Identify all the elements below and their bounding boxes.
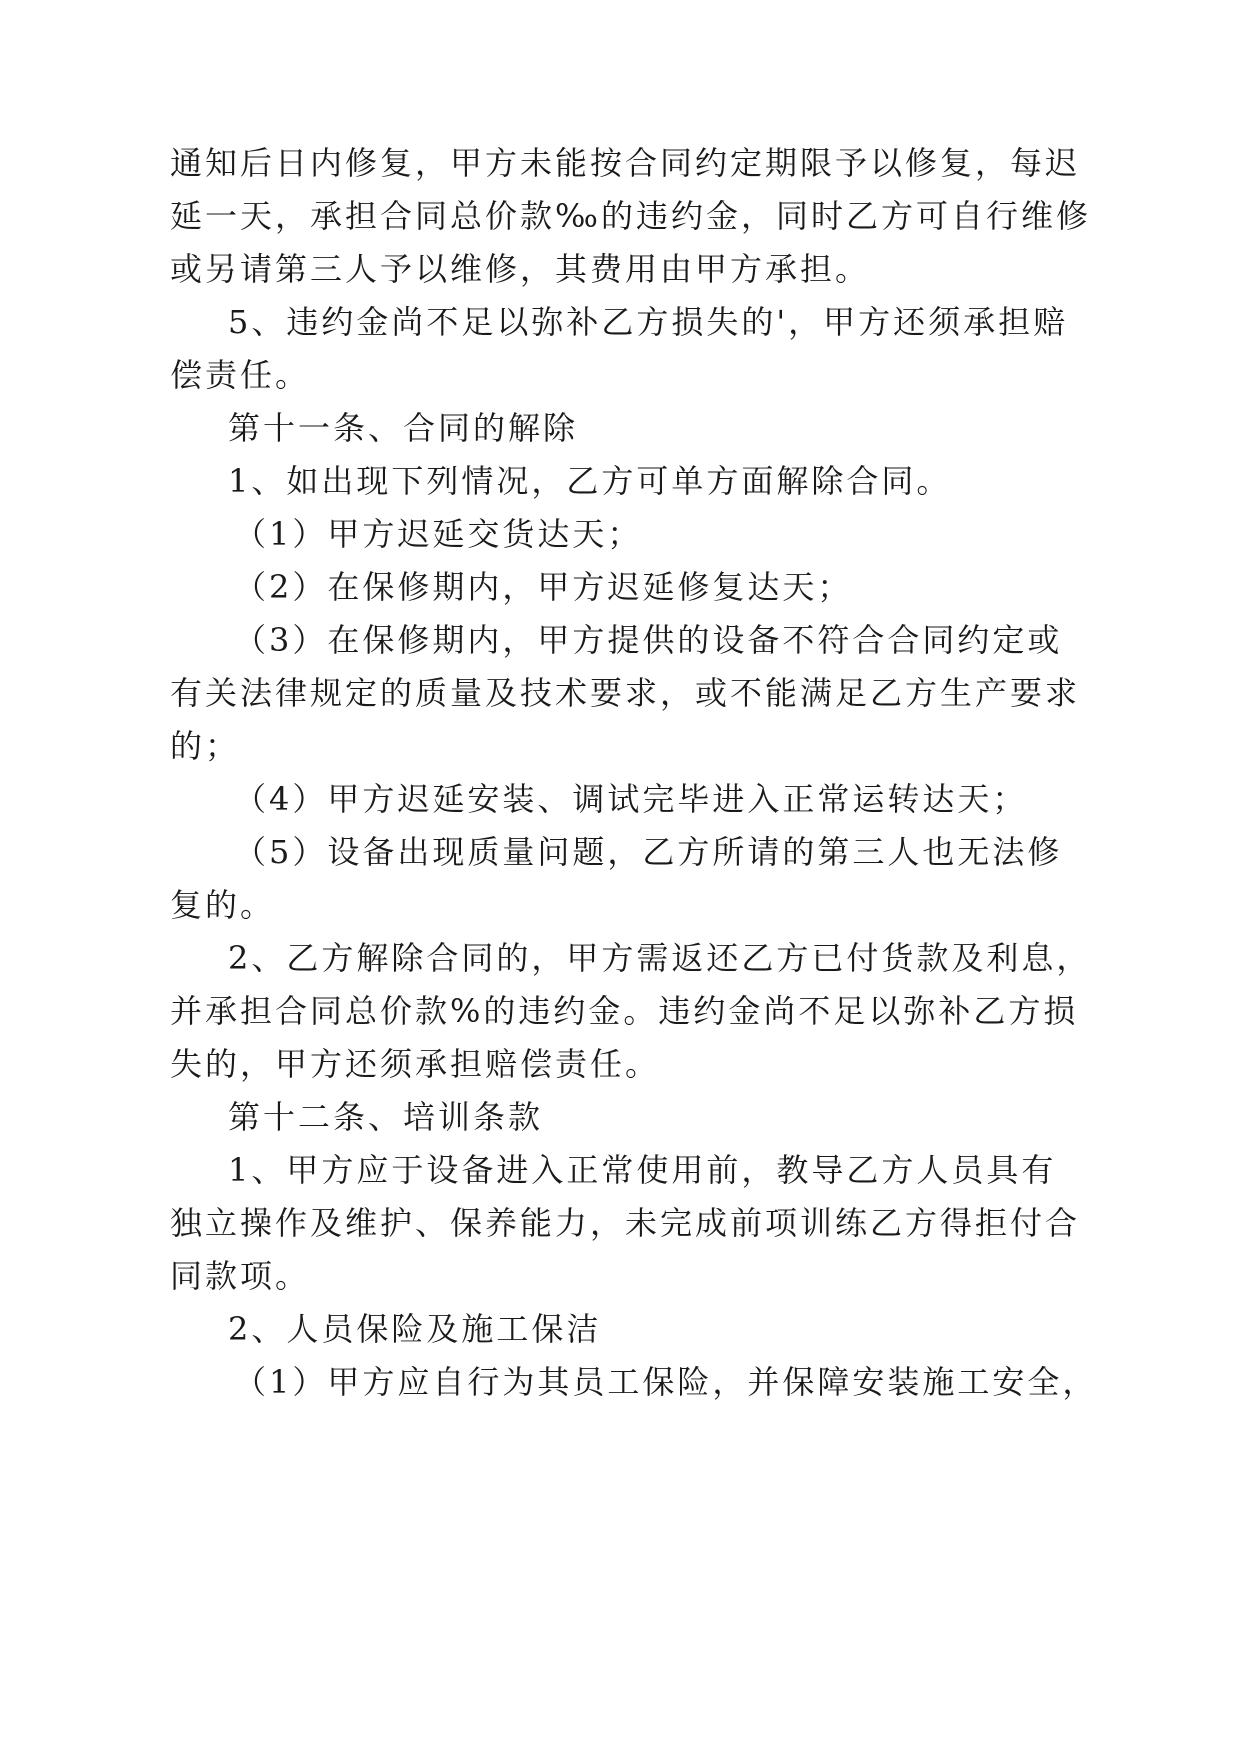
text-line: （3）在保修期内，甲方提供的设备不符合合同约定或	[234, 621, 1063, 659]
text-line: （2）在保修期内，甲方迟延修复达天；	[234, 568, 853, 606]
text-line: 复的。	[170, 886, 276, 924]
text-line: （4）甲方迟延安装、调试完毕进入正常运转达天；	[234, 780, 1028, 818]
text-line: 1、甲方应于设备进入正常使用前，教导乙方人员具有	[228, 1151, 1057, 1189]
text-line: （5）设备出现质量问题，乙方所请的第三人也无法修	[234, 833, 1063, 871]
text-line: 有关法律规定的质量及技术要求，或不能满足乙方生产要求	[170, 674, 1081, 712]
text-line: 通知后日内修复，甲方未能按合同约定期限予以修复，每迟	[170, 144, 1081, 182]
text-line: 2、乙方解除合同的，甲方需返还乙方已付货款及利息，	[228, 939, 1092, 977]
section-heading: 第十一条、合同的解除	[228, 409, 579, 447]
text-line: 1、如出现下列情况，乙方可单方面解除合同。	[228, 462, 952, 500]
text-line: 延一天，承担合同总价款‰的违约金，同时乙方可自行维修	[170, 197, 1091, 235]
text-line: 5、违约金尚不足以弥补乙方损失的'，甲方还须承担赔	[228, 303, 1069, 341]
text-line: 同款项。	[170, 1257, 311, 1295]
text-line: 2、人员保险及施工保洁	[228, 1310, 602, 1348]
text-line: （1）甲方迟延交货达天；	[234, 515, 643, 553]
text-line: 失的，甲方还须承担赔偿责任。	[170, 1045, 661, 1083]
text-line: 的；	[170, 727, 241, 765]
text-line: 偿责任。	[170, 356, 311, 394]
section-heading: 第十二条、培训条款	[228, 1098, 544, 1136]
text-line: 或另请第三人予以维修，其费用由甲方承担。	[170, 250, 871, 288]
text-line: （1）甲方应自行为其员工保险，并保障安装施工安全，	[234, 1363, 1098, 1401]
text-line: 独立操作及维护、保养能力，未完成前项训练乙方得拒付合	[170, 1204, 1081, 1242]
text-line: 并承担合同总价款%的违约金。违约金尚不足以弥补乙方损	[170, 992, 1079, 1030]
